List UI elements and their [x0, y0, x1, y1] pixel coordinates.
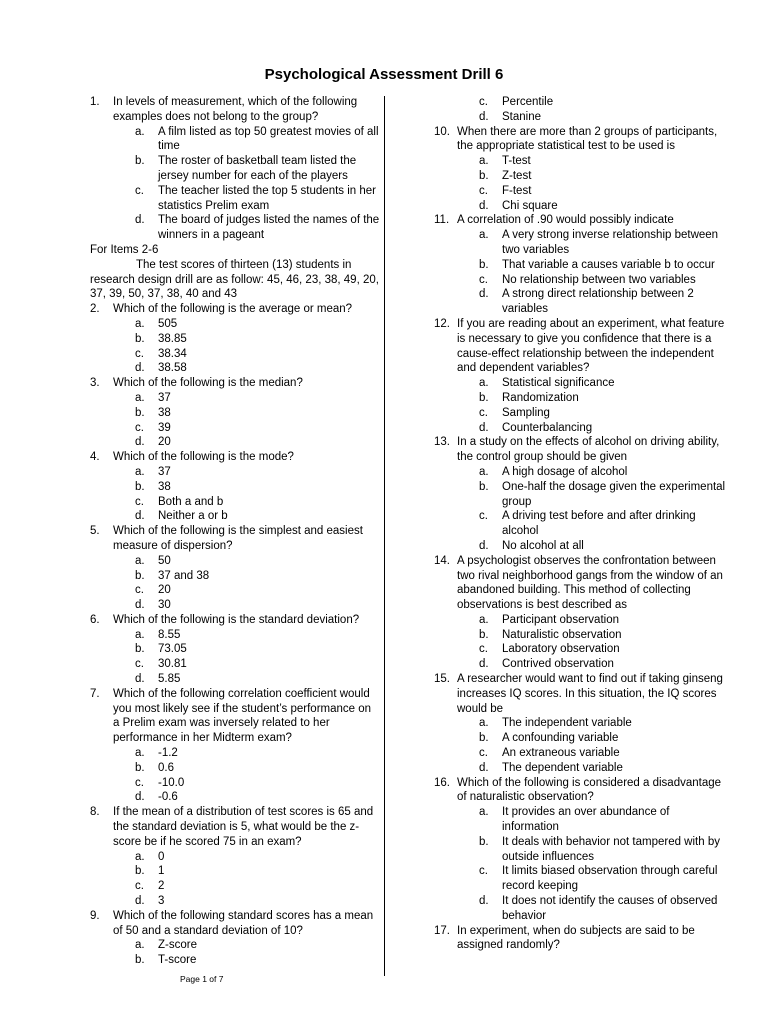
question-text: Which of the following is the average or mean?	[113, 303, 353, 316]
option-letter: b.	[135, 643, 145, 656]
option-letter: d.	[135, 214, 145, 227]
items-note	[90, 243, 380, 302]
question-number: 11.	[434, 214, 450, 227]
answer-option	[434, 391, 726, 406]
option-letter: b.	[479, 480, 489, 493]
answer-option	[90, 628, 380, 643]
question-text: Which of the following is the simplest and easiest measure of dispersion?	[113, 525, 363, 552]
option-text: 38.58	[158, 362, 187, 375]
question-number: 10.	[434, 125, 450, 138]
question-text: In a study on the effects of alcohol on driving ability, the control group should be given	[457, 436, 720, 464]
option-letter: d.	[479, 539, 489, 552]
option-letter: b.	[135, 569, 145, 582]
answer-option	[434, 110, 726, 125]
answer-option	[434, 642, 726, 657]
question-number: 1.	[90, 96, 100, 108]
option-text: T-test	[502, 155, 531, 168]
question	[90, 95, 380, 125]
option-letter: a.	[135, 125, 145, 138]
option-text: 30.81	[158, 658, 187, 671]
option-letter: c.	[135, 880, 144, 893]
question	[90, 450, 380, 465]
option-text: A confounding variable	[502, 732, 619, 745]
answer-option	[90, 657, 380, 672]
answer-option	[90, 790, 380, 805]
answer-option	[90, 406, 380, 421]
option-text: 20	[158, 584, 171, 597]
question-text: If you are reading about an experiment, what feature is necessary to give you confidence that there is a cause-effect relationship between the independent and dependent variables?	[457, 317, 725, 375]
option-letter: d.	[135, 895, 145, 908]
option-letter: a.	[479, 717, 489, 730]
option-text: The dependent variable	[502, 761, 623, 774]
question	[434, 125, 726, 155]
answer-option	[434, 228, 726, 258]
option-letter: d.	[479, 110, 489, 123]
answer-option	[90, 569, 380, 584]
option-text: 30	[158, 599, 171, 612]
option-text: 39	[158, 421, 171, 434]
option-letter: b.	[479, 169, 489, 182]
option-text: Naturalistic observation	[502, 628, 622, 641]
option-text: Contrived observation	[502, 658, 614, 671]
question-number: 4.	[90, 451, 100, 464]
question-text: A researcher would want to find out if taking ginseng increases IQ scores. In this situation, the IQ scores would be	[457, 673, 723, 715]
answer-option	[434, 376, 726, 391]
option-letter: d.	[135, 791, 145, 804]
option-letter: c.	[479, 273, 488, 286]
answer-option	[90, 746, 380, 761]
question-text: Which of the following is the standard deviation?	[113, 613, 360, 626]
option-text: No relationship between two variables	[502, 273, 696, 286]
question-text: Which of the following correlation coefficient would you most likely see if the student’s performance on a Prelim exam was inversely related to her performance in her Midterm exam?	[113, 687, 372, 745]
option-letter: d.	[479, 761, 489, 774]
question-text: In experiment, when do subjects are said to be assigned randomly?	[457, 924, 695, 952]
option-text: It limits biased observation through careful record keeping	[502, 865, 718, 893]
option-text: An extraneous variable	[502, 747, 620, 760]
option-text: 38	[158, 406, 171, 419]
question-text: A psychologist observes the confrontation between two rival neighborhood gangs from the window of an abandoned building. This method of collecting observations is best described as	[457, 554, 723, 612]
option-text: F-test	[502, 184, 532, 197]
note-heading: For Items 2-6	[90, 243, 159, 256]
option-letter: b.	[135, 332, 145, 345]
option-text: 38.34	[158, 347, 187, 360]
question-text: Which of the following is considered a disadvantage of naturalistic observation?	[457, 776, 722, 804]
question-text: A correlation of .90 would possibly indicate	[457, 214, 674, 227]
option-letter: a.	[135, 747, 145, 760]
option-letter: d.	[135, 362, 145, 375]
note-body: The test scores of thirteen (13) students in research design drill are as follow: 45, 46, 23, 38, 49, 20, 37, 39, 50, 37, 38, 40 and 43	[90, 258, 379, 301]
answer-option	[90, 184, 380, 214]
answer-option	[90, 317, 380, 332]
answer-option	[90, 642, 380, 657]
answer-option	[90, 850, 380, 865]
question-number: 6.	[90, 613, 100, 626]
option-text: It does not identify the causes of observed behavior	[502, 895, 718, 922]
question-number: 16.	[434, 776, 450, 789]
option-letter: a.	[135, 391, 145, 404]
question	[90, 909, 380, 939]
option-letter: c.	[135, 347, 144, 360]
option-text: 2	[158, 880, 165, 893]
option-letter: b.	[135, 406, 145, 419]
option-letter: d.	[479, 658, 489, 671]
option-letter: d.	[135, 673, 145, 686]
answer-option	[90, 894, 380, 909]
option-letter: d.	[135, 510, 145, 523]
answer-option	[90, 332, 380, 347]
option-text: 1	[158, 865, 165, 878]
question-number: 13.	[434, 436, 450, 449]
answer-option	[90, 953, 380, 968]
answer-option	[434, 465, 726, 480]
option-letter: a.	[135, 850, 145, 863]
question	[434, 317, 726, 376]
option-text: A strong direct relationship between 2 variables	[502, 288, 694, 316]
option-text: It deals with behavior not tampered with by outside influences	[502, 835, 720, 863]
option-letter: a.	[135, 317, 145, 330]
option-letter: d.	[479, 288, 489, 301]
question-text: Which of the following is the mode?	[113, 451, 294, 464]
answer-option	[90, 347, 380, 362]
option-letter: c.	[135, 495, 144, 508]
option-letter: d.	[479, 199, 489, 212]
option-letter: b.	[479, 258, 489, 271]
option-letter: d.	[135, 599, 145, 612]
option-text: The board of judges listed the names of the winners in a pageant	[158, 214, 380, 242]
option-letter: c.	[135, 584, 144, 597]
question	[434, 213, 726, 228]
answer-option	[434, 805, 726, 835]
option-letter: a.	[135, 554, 145, 567]
option-text: 505	[158, 317, 178, 330]
answer-option	[434, 406, 726, 421]
option-text: 8.55	[158, 628, 181, 641]
question-number: 12.	[434, 317, 450, 330]
option-letter: b.	[135, 480, 145, 493]
option-letter: a.	[135, 465, 145, 478]
question-number: 7.	[90, 687, 100, 700]
option-letter: a.	[479, 229, 489, 242]
option-letter: b.	[135, 865, 145, 878]
option-text: A film listed as top 50 greatest movies of all time	[158, 125, 379, 153]
question	[434, 776, 726, 806]
answer-option	[434, 95, 726, 110]
answer-option	[90, 879, 380, 894]
option-text: Z-test	[502, 169, 532, 182]
question-text: Which of the following is the median?	[113, 377, 303, 390]
option-letter: c.	[479, 406, 488, 419]
question-number: 15.	[434, 673, 450, 686]
answer-option	[90, 480, 380, 495]
option-text: Z-score	[158, 939, 197, 952]
right-column	[434, 95, 726, 953]
question	[434, 435, 726, 465]
option-letter: c.	[135, 184, 144, 197]
option-letter: a.	[479, 613, 489, 626]
answer-option	[90, 864, 380, 879]
answer-option	[434, 480, 726, 510]
answer-option	[90, 495, 380, 510]
answer-option	[434, 864, 726, 894]
option-letter: b.	[479, 391, 489, 404]
option-text: The independent variable	[502, 717, 632, 730]
option-text: One-half the dosage given the experimental group	[502, 480, 726, 508]
option-text: The teacher listed the top 5 students in her statistics Prelim exam	[158, 184, 376, 212]
option-text: -0.6	[158, 791, 178, 804]
option-text: Neither a or b	[158, 510, 228, 523]
option-letter: d.	[479, 895, 489, 908]
answer-option	[434, 716, 726, 731]
option-letter: c.	[135, 421, 144, 434]
question	[434, 672, 726, 716]
question-text: Which of the following standard scores has a mean of 50 and a standard deviation of 10?	[113, 909, 374, 937]
option-letter: c.	[479, 747, 488, 760]
option-text: Laboratory observation	[502, 643, 620, 656]
option-text: A driving test before and after drinking alcohol	[502, 510, 696, 538]
option-letter: a.	[135, 628, 145, 641]
option-letter: c.	[479, 643, 488, 656]
option-text: T-score	[158, 954, 197, 967]
answer-option	[90, 598, 380, 613]
question-number: 5.	[90, 525, 100, 538]
option-letter: d.	[135, 436, 145, 449]
answer-option	[434, 539, 726, 554]
option-text: 38	[158, 480, 171, 493]
answer-option	[90, 213, 380, 243]
answer-option	[434, 657, 726, 672]
question	[434, 554, 726, 613]
answer-option	[90, 154, 380, 184]
answer-option	[90, 761, 380, 776]
option-text: Randomization	[502, 391, 579, 404]
page-footer: Page 1 of 7	[180, 974, 224, 984]
answer-option	[90, 583, 380, 598]
question	[90, 302, 380, 317]
answer-option	[90, 361, 380, 376]
option-text: Stanine	[502, 110, 542, 123]
option-letter: a.	[479, 465, 489, 478]
answer-option	[434, 731, 726, 746]
answer-option	[90, 776, 380, 791]
answer-option	[434, 628, 726, 643]
option-text: 37	[158, 465, 171, 478]
option-letter: b.	[479, 732, 489, 745]
option-text: -1.2	[158, 747, 178, 760]
answer-option	[434, 287, 726, 317]
answer-option	[90, 938, 380, 953]
option-text: Sampling	[502, 406, 550, 419]
question-number: 9.	[90, 909, 100, 922]
option-text: That variable a causes variable b to occur	[502, 258, 715, 271]
answer-option	[434, 509, 726, 539]
answer-option	[90, 509, 380, 524]
option-letter: b.	[135, 155, 145, 168]
question	[90, 524, 380, 554]
answer-option	[434, 258, 726, 273]
option-text: 0.6	[158, 761, 174, 774]
option-text: 38.85	[158, 332, 187, 345]
answer-option	[90, 554, 380, 569]
option-text: Counterbalancing	[502, 421, 593, 434]
option-text: Participant observation	[502, 613, 619, 626]
option-letter: a.	[135, 939, 145, 952]
answer-option	[434, 761, 726, 776]
answer-option	[90, 391, 380, 406]
question-text: In levels of measurement, which of the following examples does not belong to the group?	[113, 96, 358, 123]
option-text: 50	[158, 554, 171, 567]
option-text: 37	[158, 391, 171, 404]
option-letter: a.	[479, 377, 489, 390]
answer-option	[434, 894, 726, 924]
answer-option	[434, 199, 726, 214]
answer-option	[434, 184, 726, 199]
answer-option	[90, 421, 380, 436]
option-text: Percentile	[502, 96, 554, 108]
option-text: It provides an over abundance of information	[502, 806, 670, 834]
option-letter: c.	[479, 184, 488, 197]
option-letter: b.	[479, 628, 489, 641]
question-number: 14.	[434, 554, 450, 567]
option-text: Chi square	[502, 199, 558, 212]
option-letter: d.	[479, 421, 489, 434]
answer-option	[434, 835, 726, 865]
answer-option	[90, 465, 380, 480]
question-number: 8.	[90, 806, 100, 819]
option-text: 3	[158, 895, 165, 908]
answer-option	[90, 672, 380, 687]
question-text: If the mean of a distribution of test scores is 65 and the standard deviation is 5, what would be the z-score be if he scored 75 in an exam?	[113, 806, 374, 848]
page-title: Psychological Assessment Drill 6	[264, 66, 504, 83]
question-number: 17.	[434, 924, 450, 937]
left-column	[90, 95, 380, 968]
option-text: 37 and 38	[158, 569, 210, 582]
column-divider	[384, 96, 385, 976]
option-letter: a.	[479, 806, 489, 819]
option-letter: c.	[135, 658, 144, 671]
question-text: When there are more than 2 groups of participants, the appropriate statistical test to be used is	[457, 125, 718, 153]
option-text: Statistical significance	[502, 377, 615, 390]
answer-option	[434, 613, 726, 628]
option-letter: c.	[479, 865, 488, 878]
answer-option	[90, 125, 380, 155]
option-text: Both a and b	[158, 495, 224, 508]
question	[90, 613, 380, 628]
option-letter: a.	[479, 155, 489, 168]
answer-option	[434, 273, 726, 288]
option-text: 5.85	[158, 673, 181, 686]
question	[90, 805, 380, 849]
option-text: A high dosage of alcohol	[502, 465, 628, 478]
option-text: 0	[158, 850, 165, 863]
option-letter: c.	[135, 776, 144, 789]
option-letter: b.	[479, 835, 489, 848]
option-letter: c.	[479, 96, 488, 108]
option-text: No alcohol at all	[502, 539, 584, 552]
option-text: The roster of basketball team listed the jersey number for each of the players	[158, 155, 357, 182]
option-letter: b.	[135, 954, 145, 967]
option-text: A very strong inverse relationship between two variables	[502, 229, 719, 256]
option-text: 73.05	[158, 643, 187, 656]
question-number: 3.	[90, 377, 100, 390]
answer-option	[434, 421, 726, 436]
answer-option	[434, 169, 726, 184]
answer-option	[90, 435, 380, 450]
option-letter: c.	[479, 510, 488, 523]
option-text: 20	[158, 436, 171, 449]
answer-option	[434, 746, 726, 761]
question	[434, 924, 726, 954]
option-text: -10.0	[158, 776, 185, 789]
answer-option	[434, 154, 726, 169]
question-number: 2.	[90, 303, 100, 316]
question	[90, 376, 380, 391]
question	[90, 687, 380, 746]
option-letter: b.	[135, 761, 145, 774]
